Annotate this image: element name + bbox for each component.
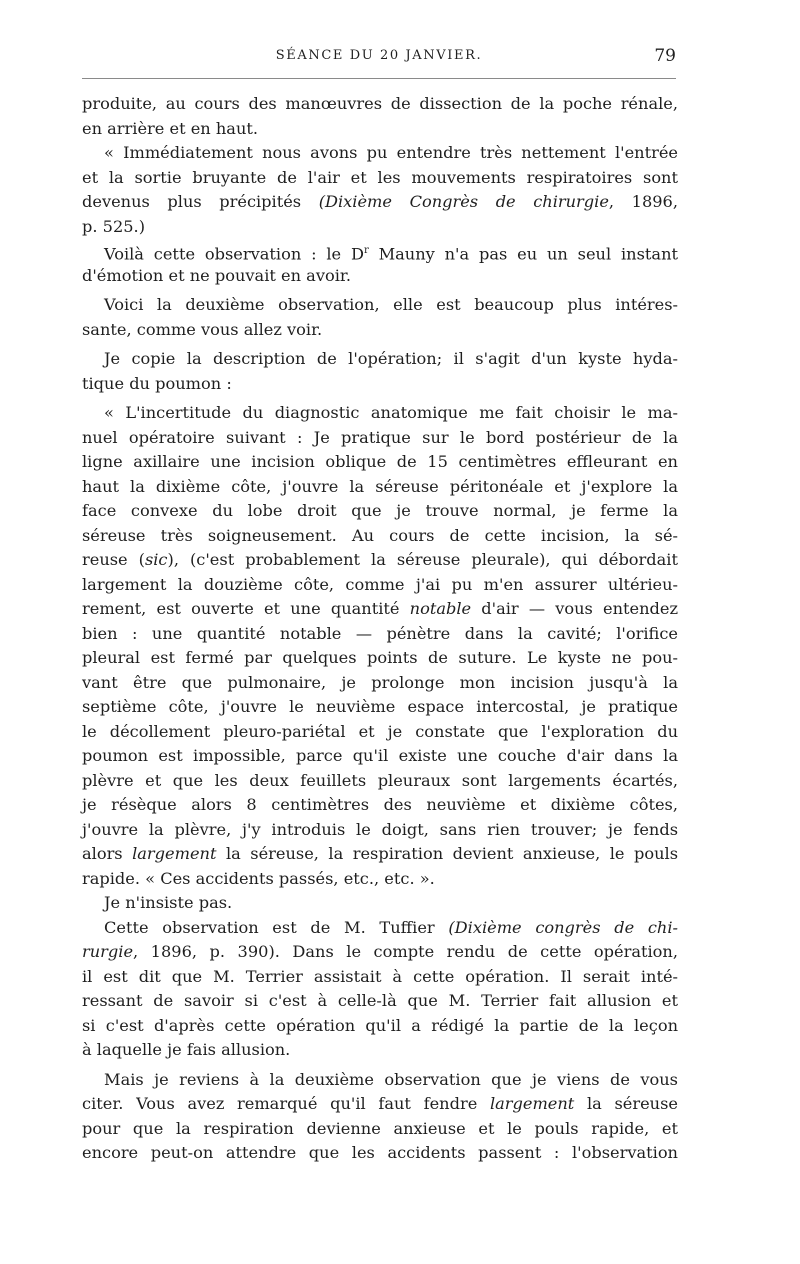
italic-text: largement (132, 844, 217, 863)
text-segment: , 1896, p. 390). Dans le compte rendu de cette opération, (133, 942, 678, 961)
text-segment: en arrière et en haut. (82, 118, 259, 138)
text-segment: d'air — vous entendez (471, 599, 678, 618)
text-segment: haut la dixième côte, j'ouvre la séreuse péritonéale et j'explore la (82, 476, 678, 496)
text-segment: sante, comme vous allez voir. (82, 319, 323, 339)
text-line (82, 190, 678, 215)
text-line (82, 842, 678, 867)
text-segment: septième côte, j'ouvre le neuvième espace intercostal, je pratique (82, 697, 678, 716)
text-segment: encore peut-on attendre que les accidents passent : l'observation (82, 1143, 678, 1162)
text-segment: la séreuse (574, 1094, 678, 1113)
text-line (82, 1092, 678, 1117)
text-line (82, 1117, 678, 1142)
text-segment: Voilà cette observation : le D (104, 244, 364, 264)
text-line (82, 1038, 678, 1063)
text-segment: citer. Vous avez remarqué qu'il faut fendre (82, 1094, 490, 1113)
text-segment: ligne axillaire une incision oblique de 15 centimètres effleurant en (82, 452, 678, 471)
text-segment: rement, est ouverte et une quantité (82, 599, 410, 618)
text-segment: « Immédiatement nous avons pu entendre très nettement l'entrée (104, 143, 678, 162)
text-segment: séreuse très soigneusement. Au cours de cette incision, la sé- (82, 525, 678, 545)
text-line (82, 1068, 678, 1093)
text-segment: d'émotion et ne pouvait en avoir. (82, 265, 351, 285)
text-line (82, 318, 678, 343)
text-line (82, 573, 678, 598)
text-line (82, 793, 678, 818)
text-segment: reuse ( (82, 550, 145, 569)
text-line (82, 867, 678, 892)
text-segment: plèvre et que les deux feuillets pleuraux sont largements écartés, (82, 770, 678, 790)
text-segment: ), (c'est probablement la séreuse pleurale), qui débordait (167, 550, 678, 569)
italic-text: notable (409, 599, 472, 618)
text-line (82, 372, 678, 397)
text-line (82, 450, 678, 475)
text-segment: tique du poumon : (82, 373, 232, 393)
text-segment: vant être que pulmonaire, je prolonge mon incision jusqu'à la (82, 672, 678, 692)
running-title: SÉANCE DU 20 JANVIER. (275, 48, 483, 63)
text-segment: alors (82, 844, 133, 863)
text-segment: j'ouvre la plèvre, j'y introduis le doigt, sans rien trouver; je fends (82, 819, 678, 839)
text-line (82, 940, 678, 965)
page-header (82, 44, 676, 79)
text-segment: Je copie la description de l'opération; il s'agit d'un kyste hyda- (104, 349, 678, 368)
text-segment: Voici la deuxième observation, elle est beaucoup plus intéres- (104, 295, 678, 314)
text-line (82, 524, 678, 549)
text-segment: Mauny n'a pas eu un seul instant (368, 244, 678, 264)
text-line (82, 989, 678, 1014)
text-segment: devenus plus précipités (82, 192, 319, 211)
text-line (82, 720, 678, 745)
italic-text: sic (144, 550, 168, 569)
text-segment: Cette observation est de M. Tuffier (104, 917, 449, 937)
text-line (82, 622, 678, 647)
text-line (82, 916, 678, 941)
text-line (82, 671, 678, 696)
body-text (82, 92, 678, 1166)
text-segment: pour que la respiration devienne anxieuse et le pouls rapide, et (82, 1118, 678, 1138)
text-segment: Je n'insiste pas. (104, 893, 233, 912)
text-line (82, 597, 678, 622)
text-segment: nuel opératoire suivant : Je pratique sur le bord postérieur de la (82, 427, 678, 447)
text-segment: largement la douzième côte, comme j'ai pu m'en assurer ultérieu- (82, 574, 678, 594)
text-line (82, 166, 678, 191)
text-line (82, 891, 678, 916)
text-line (82, 293, 678, 318)
text-segment: « L'incertitude du diagnostic anatomique me fait choisir le ma- (104, 403, 678, 422)
text-line (82, 475, 678, 500)
text-segment: il est dit que M. Terrier assistait à cette opération. Il serait inté- (82, 966, 678, 986)
text-line (82, 646, 678, 671)
text-line (82, 1141, 678, 1166)
text-line (82, 215, 678, 240)
text-line (82, 239, 678, 264)
text-line (82, 548, 678, 573)
italic-text: rurgie (82, 942, 134, 961)
text-segment: je résèque alors 8 centimètres des neuvième et dixième côtes, (82, 795, 678, 814)
text-segment: et la sortie bruyante de l'air et les mouvements respiratoires sont (82, 167, 678, 187)
italic-text: (Dixième Congrès de chirurgie (318, 192, 609, 211)
italic-text: (Dixième congrès de chi- (448, 917, 678, 937)
text-segment: à laquelle je fais allusion. (82, 1040, 291, 1059)
text-segment: la séreuse, la respiration devient anxieuse, le pouls (216, 844, 679, 863)
text-line (82, 347, 678, 372)
text-line (82, 818, 678, 843)
text-line (82, 141, 678, 166)
text-segment: Mais je reviens à la deuxième observation que je viens de vous (104, 1069, 678, 1089)
text-line (82, 744, 678, 769)
text-segment: poumon est impossible, parce qu'il existe une couche d'air dans la (82, 746, 678, 765)
text-line (82, 401, 678, 426)
text-line (82, 426, 678, 451)
text-segment: , 1896, (608, 192, 678, 211)
italic-text: largement (489, 1094, 575, 1113)
text-segment: pleural est fermé par quelques points de suture. Le kyste ne pou- (82, 648, 678, 667)
text-segment: rapide. « Ces accidents passés, etc., etc. ». (82, 868, 435, 888)
text-line (82, 499, 678, 524)
text-line (82, 264, 678, 289)
text-line (82, 695, 678, 720)
text-segment: bien : une quantité notable — pénètre dans la cavité; l'orifice (82, 623, 678, 643)
text-line (82, 769, 678, 794)
text-line (82, 965, 678, 990)
text-segment: si c'est d'après cette opération qu'il a rédigé la partie de la leçon (82, 1015, 678, 1035)
text-segment: ressant de savoir si c'est à celle-là que M. Terrier fait allusion et (82, 991, 678, 1010)
text-segment: p. 525.) (82, 216, 146, 236)
page-number: 79 (654, 46, 676, 66)
text-segment: le décollement pleuro-pariétal et je constate que l'exploration du (82, 721, 678, 741)
text-line (82, 117, 678, 142)
text-segment: produite, au cours des manœuvres de dissection de la poche rénale, (82, 94, 678, 113)
superscript-text: r (363, 245, 369, 256)
text-line (82, 92, 678, 117)
text-segment: face convexe du lobe droit que je trouve normal, je ferme la (82, 501, 678, 520)
text-line (82, 1014, 678, 1039)
